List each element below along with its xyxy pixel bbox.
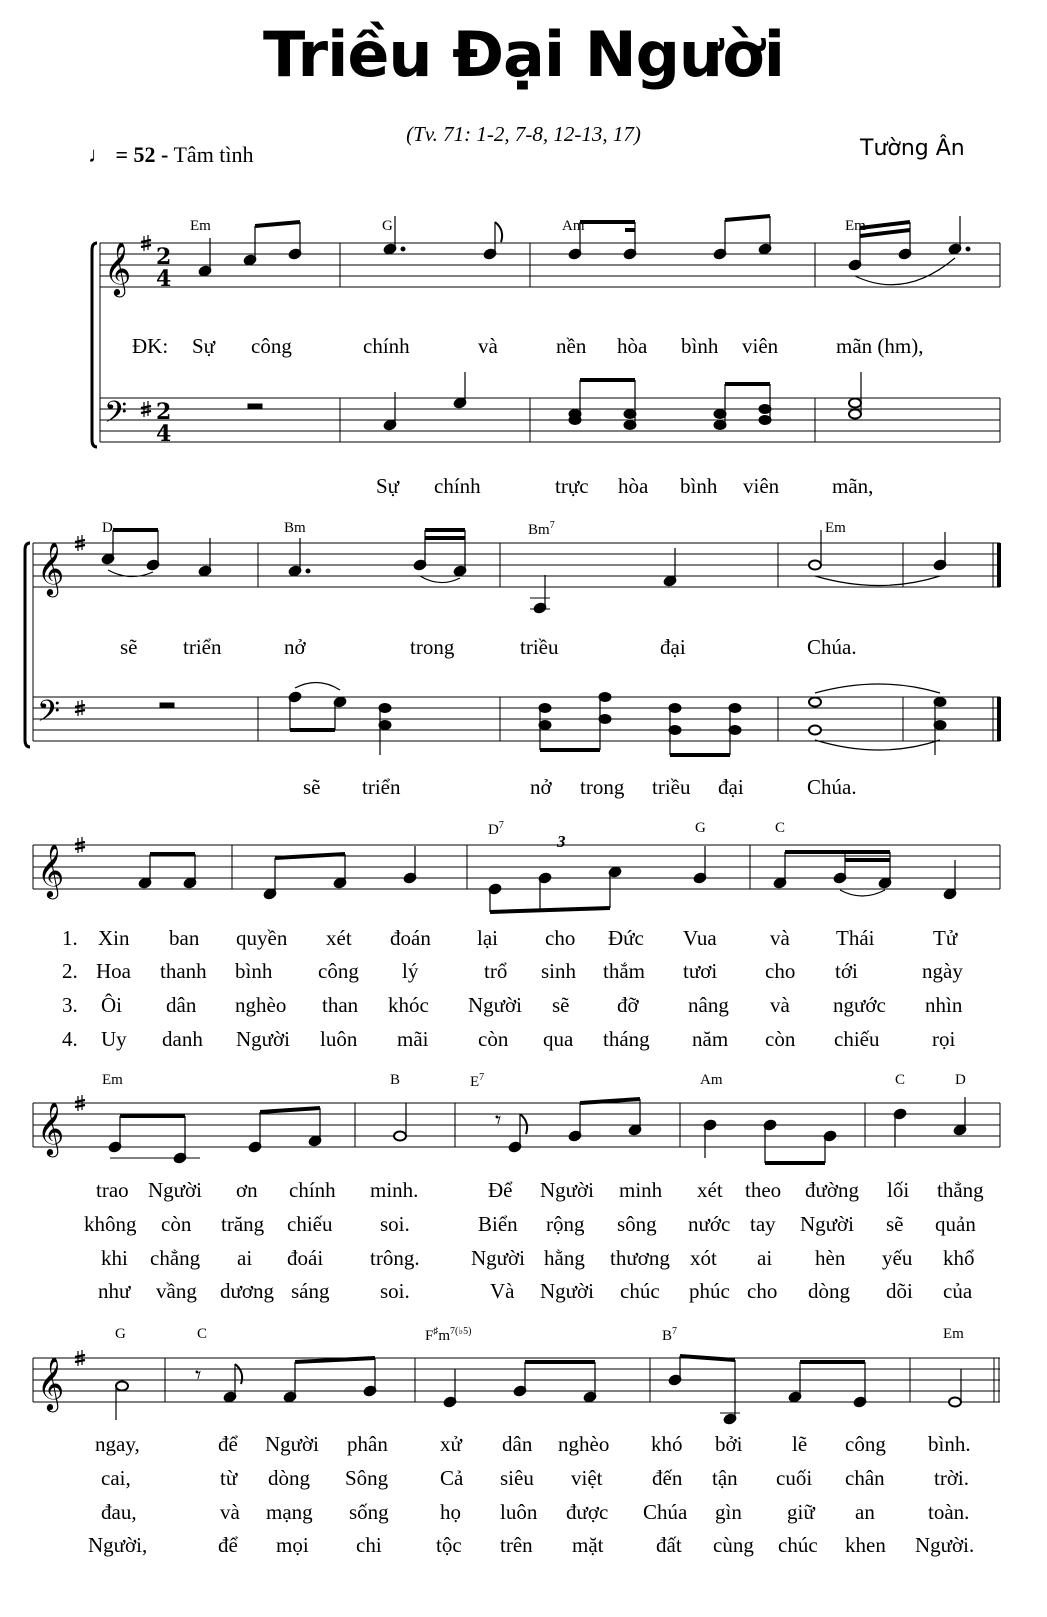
lyric-syllable: danh [162,1027,203,1051]
lyric-syllable: ĐK: [132,334,169,358]
lyric-syllable: bình [235,959,273,983]
chord-symbol: B [390,1072,401,1088]
lyric-syllable: đại [718,775,744,799]
lyric-syllable: nâng [688,993,729,1017]
lyric-syllable: chi [356,1533,382,1557]
tempo-value: = 52 - [115,142,169,167]
treble-staff [33,543,1000,587]
treble-notes [108,1097,967,1164]
lyric-syllable: xử [440,1432,462,1456]
lyric-syllable: Chúa [643,1500,688,1524]
lyric-syllable: và [478,334,498,358]
lyric-syllable: khi [101,1246,128,1270]
lyric-syllable: Thái [836,926,875,950]
lyric-syllable: dòng [268,1466,310,1490]
system-4 [33,1095,1000,1164]
lyric-syllable: nở [530,775,552,799]
chord-symbol: G [115,1326,126,1342]
lyric-syllable: Đức [608,926,644,950]
composer-name: Tường Ân [860,136,965,161]
lyric-syllable: hòa [618,474,649,498]
lyric-syllable: ban [169,926,200,950]
chord-symbol: Am [562,218,585,234]
system-5 [33,1350,1000,1425]
treble-clef-icon: 𝄞 [37,541,65,595]
lyric-syllable: soi. [380,1212,410,1236]
lyric-syllable: Người [236,1027,290,1051]
lyric-syllable: đoái [287,1246,324,1270]
chord-symbol: Am [700,1072,723,1088]
lyric-syllable: để [218,1533,238,1557]
chord-symbol: $D^7$ [488,820,504,838]
treble-clef-icon: 𝄞 [37,1101,65,1155]
psalm-reference: (Tv. 71: 1-2, 7-8, 12-13, 17) [406,122,641,146]
lyric-syllable: của [943,1279,973,1303]
system-bracket [25,543,30,747]
chord-symbol: $E^7$ [470,1072,485,1090]
lyric-syllable: trăng [221,1212,265,1236]
lyric-syllable: chân [845,1466,885,1490]
lyric-syllable: sống [349,1500,389,1524]
lyric-syllable: cùng [713,1533,754,1557]
lyric-syllable: thương [610,1246,670,1270]
tempo-expression: Tâm tình [173,142,254,167]
lyric-syllable: Chúa. [807,775,857,799]
lyric-syllable: hòa [617,334,648,358]
lyric-syllable: triều [520,635,559,659]
lyric-syllable: khóc [388,993,429,1017]
lyric-syllable: sẽ [120,635,138,659]
verse-number: 4. [62,1027,78,1051]
lyric-syllable: dõi [886,1279,913,1303]
lyric-syllable: trực [555,474,589,498]
treble-clef-icon: 𝄞 [37,1356,65,1410]
lyric-syllable: dương [220,1279,274,1303]
chord-symbol: Em [825,520,846,536]
lyric-syllable: nhìn [925,993,963,1017]
chord-symbol: Em [190,218,211,234]
eighth-rest-icon: 𝄾 [195,1361,202,1389]
lyric-syllable: Người [540,1178,594,1202]
lyric-syllable: khổ [943,1246,975,1270]
lyric-syllable: giữ [787,1500,815,1524]
lyric-syllable: nước [688,1212,731,1236]
lyric-syllable: sẽ [303,775,321,799]
lyric-syllable: Người. [915,1533,975,1557]
bass-clef-icon: 𝄢 [104,396,128,437]
lyric-syllable: Người [265,1432,319,1456]
lyric-syllable: sinh [541,959,577,983]
lyric-syllable: để [218,1432,238,1456]
lyric-syllable: trời. [934,1466,970,1490]
lyric-syllable: chính [289,1178,336,1202]
lyric-syllable: ngày [922,959,963,983]
lyric-syllable: như [98,1279,131,1303]
lyric-syllable: trong [410,635,455,659]
lyric-syllable: Hoa [96,959,131,983]
lyric-syllable: cho [765,959,796,983]
lyric-syllable: sẽ [886,1212,904,1236]
lyric-syllable: Vua [683,926,717,950]
lyric-syllable: triển [362,775,401,799]
quarter-note-icon: ♩ [88,142,110,167]
lyric-syllable: lại [477,926,498,950]
lyric-syllable: quyền [236,926,288,950]
lyric-syllable: sẽ [552,993,570,1017]
lyric-syllable: ơn [236,1178,258,1202]
chord-symbol: C [775,820,786,836]
lyric-syllable: Sông [345,1466,389,1490]
lyric-syllable: triển [183,635,222,659]
lyric-syllable: Chúa. [807,635,857,659]
lyric-syllable: minh. [370,1178,419,1202]
chord-symbol: C [895,1072,906,1088]
lyric-syllable: Người [468,993,522,1017]
lyric-syllable: còn [161,1212,192,1236]
lyric-syllable: Uy [101,1027,127,1051]
verse-number: 1. [62,926,78,950]
lyric-syllable: thẳng [937,1178,984,1202]
lyric-syllable: lẽ [792,1432,808,1456]
lyric-syllable: Người [148,1178,202,1202]
lyric-syllable: trổ [484,959,508,983]
lyric-syllable: đoán [390,926,431,950]
lyric-syllable: bình. [928,1432,971,1456]
lyric-syllable: tới [835,959,858,983]
lyric-syllable: mọi [276,1533,309,1557]
lyric-syllable: cho [747,1279,778,1303]
lyric-syllable: Cả [440,1466,464,1490]
lyric-syllable: luôn [320,1027,358,1051]
chord-symbol: D [955,1072,966,1088]
lyric-syllable: sáng [291,1279,330,1303]
lyric-syllable: trao [96,1178,129,1202]
bass-staff [100,398,1000,442]
lyric-syllable: đau, [101,1500,137,1524]
lyric-syllable: Sự [376,474,400,498]
lyric-syllable: Người [540,1279,594,1303]
treble-staff [33,1103,1000,1147]
lyric-syllable: từ [220,1466,238,1490]
lyric-syllable: Người [800,1212,854,1236]
lyric-syllable: chính [363,334,410,358]
lyric-syllable: triều [652,775,691,799]
lyric-syllable: nghèo [235,993,287,1017]
lyric-syllable: gìn [715,1500,742,1524]
lyric-syllable: Và [490,1279,515,1303]
lyric-syllable: phúc [689,1279,730,1303]
lyric-syllable: tháng [603,1027,650,1051]
lyric-syllable: dòng [808,1279,850,1303]
lyric-syllable: mãi [397,1027,429,1051]
lyric-syllable: lối [887,1178,910,1202]
chord-symbol: Em [102,1072,123,1088]
lyric-syllable: tay [750,1212,776,1236]
lyric-syllable: cho [545,926,576,950]
lyric-syllable: cuối [776,1466,813,1490]
svg-text:4: 4 [156,421,172,447]
lyric-syllable: việt [571,1466,603,1490]
lyric-syllable: soi. [380,1279,410,1303]
lyric-syllable: trên [500,1533,533,1557]
song-title: Triều Đại Người [263,18,784,91]
system-3 [33,837,1000,912]
lyric-syllable: rộng [546,1212,585,1236]
lyric-syllable: bình [681,334,719,358]
lyric-syllable: Xin [98,926,130,950]
lyric-syllable: viên [742,334,779,358]
lyric-syllable: đến [652,1466,683,1490]
lyric-syllable: còn [765,1027,796,1051]
lyric-syllable: Biển [478,1212,518,1236]
lyric-syllable: ai [757,1246,773,1270]
lyric-syllable: cai, [101,1466,131,1490]
lyric-syllable: toàn. [928,1500,970,1524]
lyric-syllable: minh [619,1178,663,1202]
lyric-syllable: chiếu [287,1212,333,1236]
system-1 [92,216,1000,447]
lyric-syllable: vầng [156,1279,197,1303]
chord-symbol: Bm$^7$ [528,520,555,538]
lyric-syllable: lý [402,959,419,983]
lyric-syllable: công [318,959,359,983]
triplet-marker: 3 [557,832,566,851]
verse-number: 3. [62,993,78,1017]
lyric-syllable: Để [488,1178,513,1202]
svg-text:2: 2 [156,399,172,425]
chord-symbol: Bm [284,520,306,536]
lyric-syllable: ai [237,1246,253,1270]
lyric-syllable: tộc [436,1533,462,1557]
lyric-syllable: Ôi [101,993,122,1017]
lyric-syllable: bình [680,474,718,498]
lyric-syllable: năm [692,1027,729,1051]
lyric-syllable: xét [326,926,352,950]
lyric-syllable: ngay, [95,1432,140,1456]
lyric-syllable: hằng [544,1246,585,1270]
lyric-syllable: tươi [683,959,718,983]
lyric-syllable: ngước [833,993,886,1017]
lyric-syllable: và [770,926,790,950]
lyric-syllable: than [322,993,359,1017]
lyric-syllable: nền [556,334,587,358]
lyric-syllable: rọi [932,1027,956,1051]
lyric-syllable: chúc [620,1279,660,1303]
lyric-syllable: chúc [778,1533,818,1557]
chord-symbol: G [695,820,706,836]
lyric-syllable: công [251,334,292,358]
lyric-syllable: theo [745,1178,782,1202]
lyric-syllable: chẳng [150,1246,201,1270]
lyric-syllable: sông [617,1212,657,1236]
lyric-syllable: qua [543,1027,574,1051]
lyric-syllable: siêu [500,1466,534,1490]
lyric-syllable: trong [580,775,625,799]
lyric-syllable: yếu [882,1246,913,1270]
lyric-syllable: thanh [160,959,207,983]
lyric-syllable: Người [471,1246,525,1270]
lyric-syllable: Sự [192,334,216,358]
lyric-syllable: dân [502,1432,533,1456]
chord-symbol: Em [943,1326,964,1342]
lyric-syllable: đỡ [617,993,639,1017]
lyric-syllable: luôn [500,1500,538,1524]
treble-clef-icon: 𝄞 [104,241,132,295]
lyric-syllable: chính [434,474,481,498]
lyric-syllable: bởi [715,1432,743,1456]
lyric-syllable: họ [440,1500,461,1524]
lyric-syllable: đất [656,1533,682,1557]
lyric-syllable: mãn (hm), [836,334,924,358]
lyric-syllable: quản [935,1212,976,1236]
lyric-syllable: trông. [370,1246,420,1270]
chord-symbol: D [102,520,113,536]
lyric-syllable: tận [712,1466,738,1490]
lyric-syllable: khen [845,1533,886,1557]
chord-symbol: $B^7$ [662,1326,678,1344]
lyric-syllable: khó [651,1432,683,1456]
lyric-syllable: đường [805,1178,859,1202]
bass-clef-icon: 𝄢 [37,695,61,736]
lyric-syllable: thắm [603,959,645,983]
lyric-syllable: Người, [88,1533,148,1557]
lyric-syllable: xét [697,1178,723,1202]
lyric-syllable: nở [284,635,306,659]
treble-clef-icon: 𝄞 [37,843,65,897]
lyric-syllable: mạng [266,1500,313,1524]
lyric-syllable: mãn, [832,474,874,498]
lyric-syllable: xót [690,1246,717,1270]
lyric-syllable: công [845,1432,886,1456]
eighth-rest-icon: 𝄾 [495,1106,502,1134]
verse-number: 2. [62,959,78,983]
chord-symbol: C [197,1326,208,1342]
lyric-syllable: nghèo [558,1432,610,1456]
lyric-syllable: còn [478,1027,509,1051]
bass-staff [33,697,1000,741]
lyric-syllable: Tử [933,926,958,950]
lyric-syllable: phân [347,1432,388,1456]
chord-symbol: G [382,218,393,234]
lyric-syllable: và [220,1500,240,1524]
lyric-syllable: mặt [572,1533,604,1557]
chord-symbol: Em [845,218,866,234]
svg-text:4: 4 [156,266,172,292]
lyric-syllable: hèn [815,1246,846,1270]
svg-text:2: 2 [156,244,172,270]
lyric-syllable: dân [166,993,197,1017]
lyric-syllable: an [855,1500,875,1524]
lyric-syllable: đại [660,635,686,659]
chord-symbol: $F^♯m^{7(♭5)}$ [425,1326,472,1344]
lyric-syllable: chiếu [834,1027,880,1051]
lyric-syllable: viên [743,474,780,498]
lyric-syllable: và [770,993,790,1017]
system-bracket [92,243,97,447]
lyric-syllable: không [84,1212,137,1236]
lyric-syllable: được [566,1500,609,1524]
